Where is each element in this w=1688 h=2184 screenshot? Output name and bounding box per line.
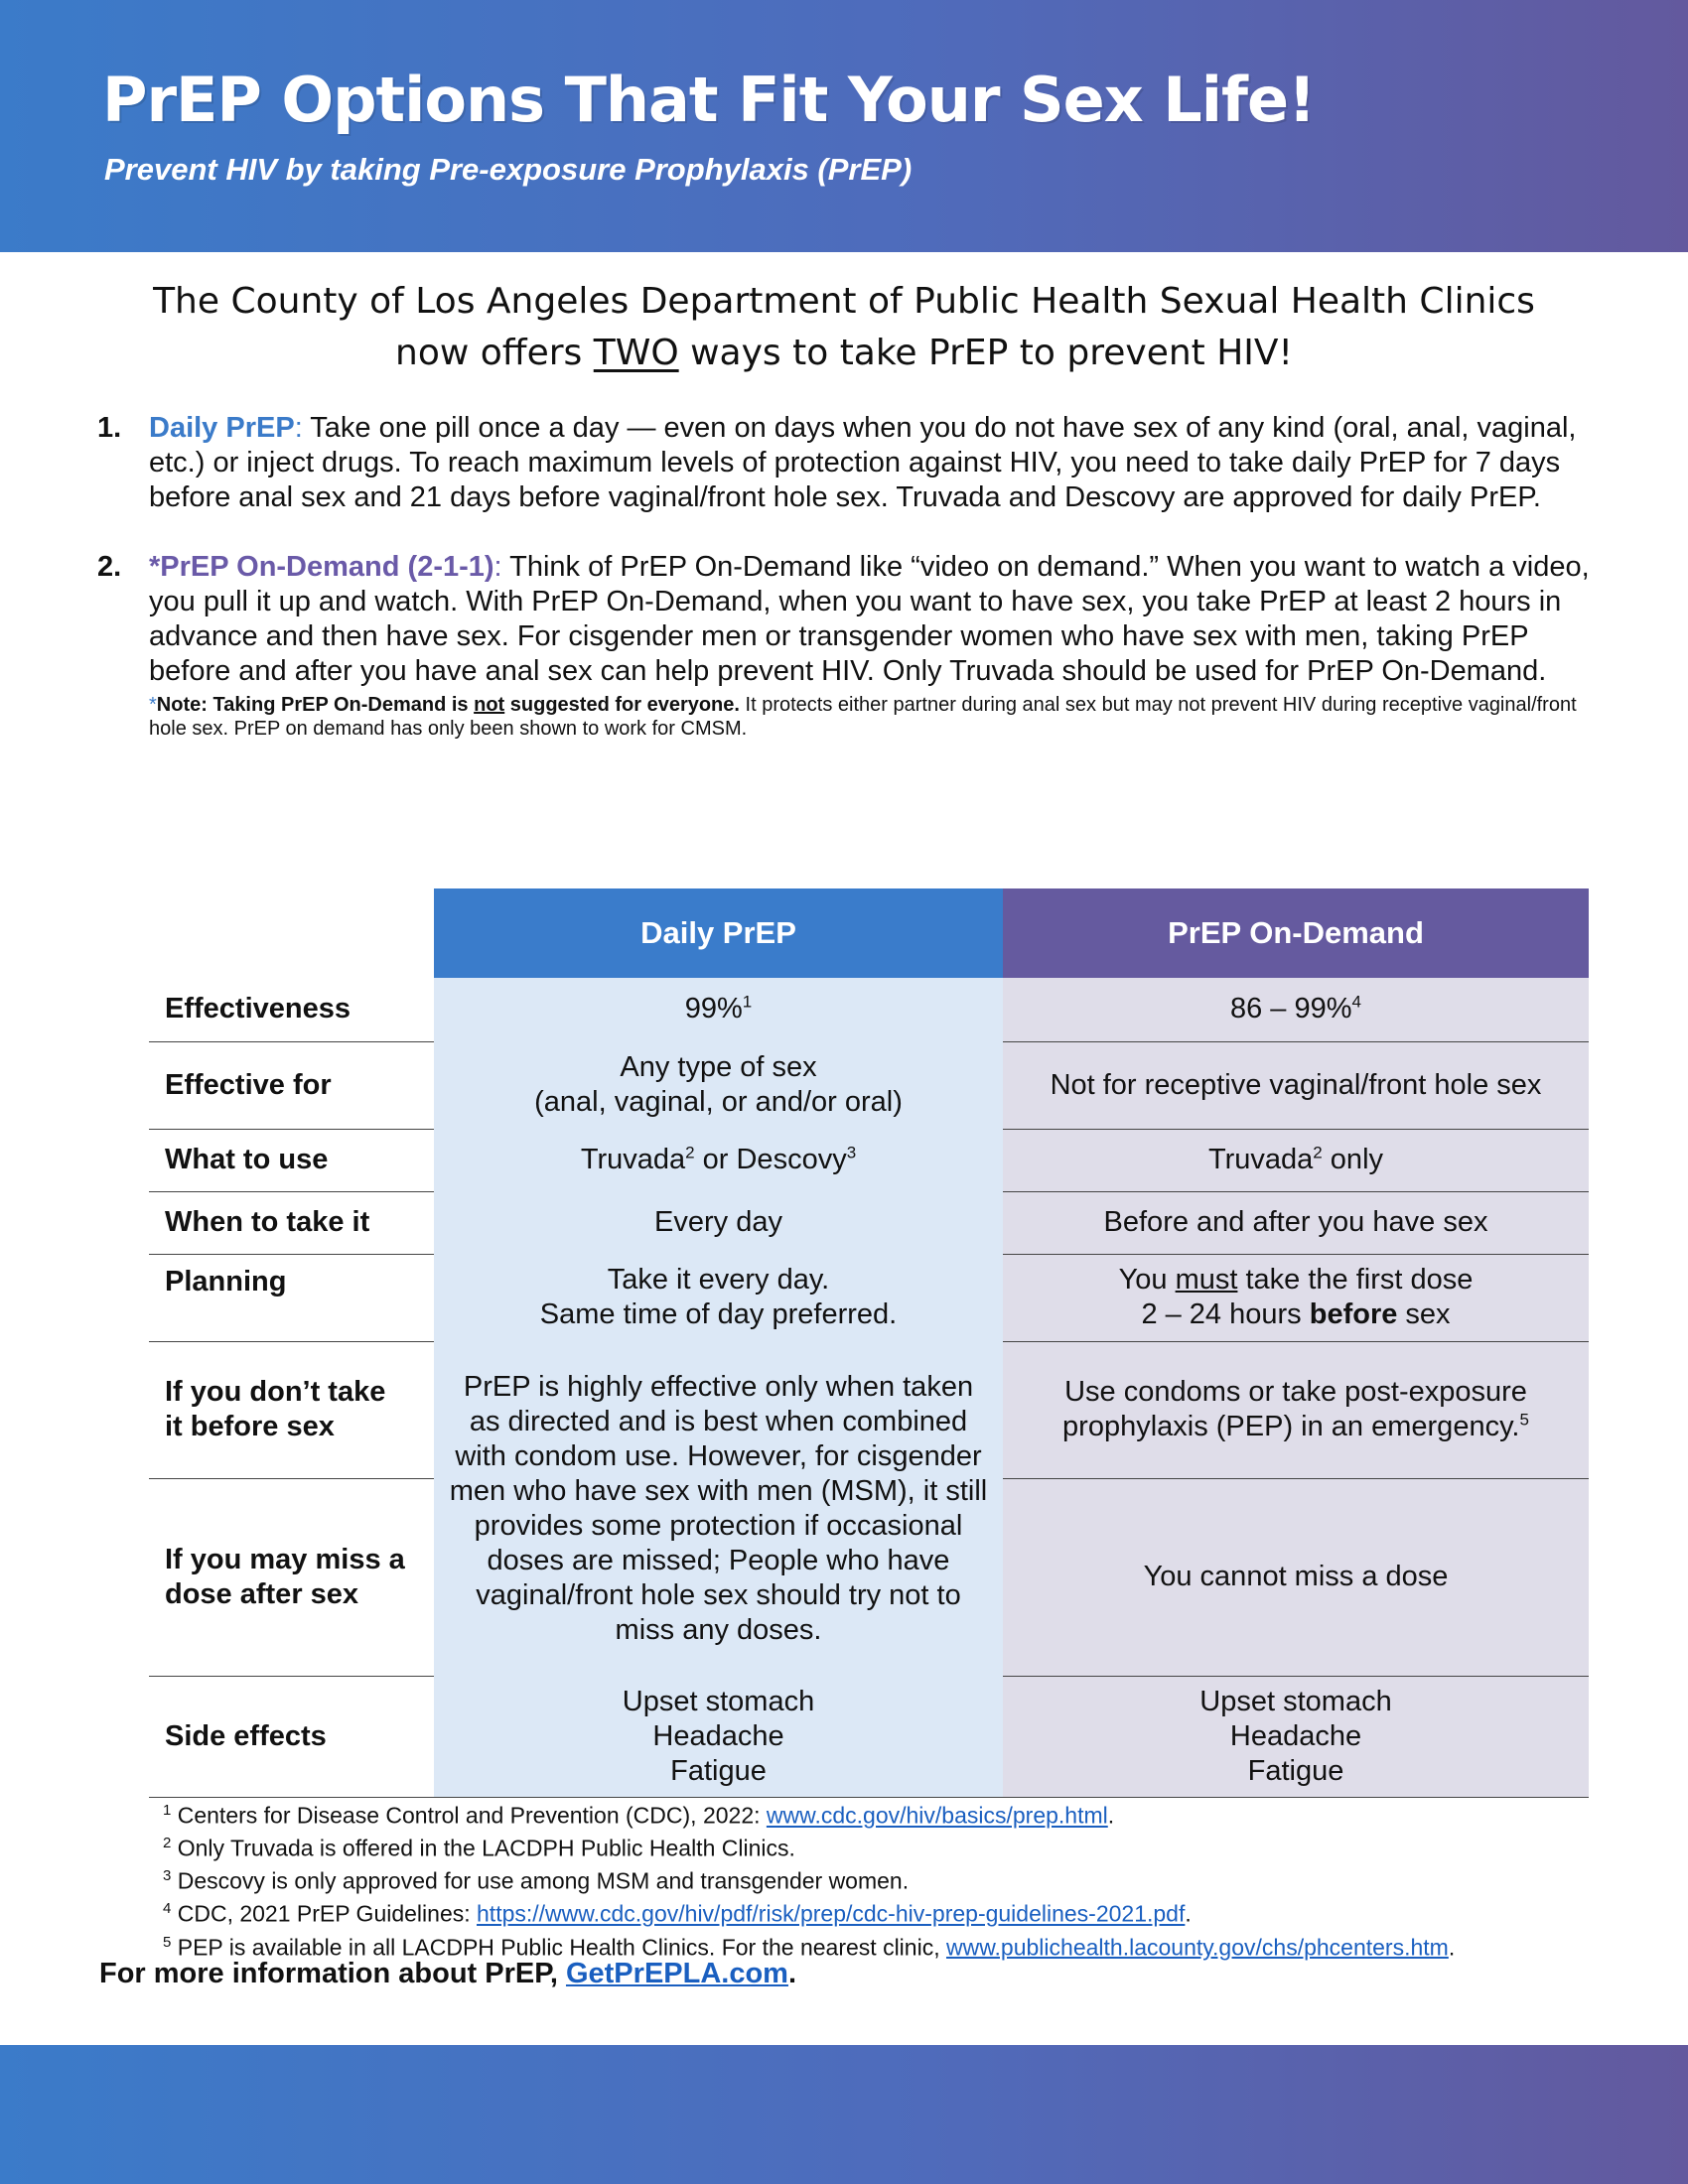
table-row-what-to-use — [149, 1129, 1589, 1191]
cell-text: PrEP is highly effective only when taken as directed and is best when combined with condom use. However, for cisgender men who have sex with men (MSM), it still provides some protection if occasional doses are missed; People who have vaginal/front hole sex should try not to miss any doses. — [449, 1370, 988, 1646]
column-header-daily: Daily PrEP — [434, 888, 1003, 978]
footnote-number: 2 — [163, 1835, 172, 1852]
note-bold-before: Note: Taking PrEP On-Demand is — [156, 694, 475, 716]
footnote — [163, 1862, 1455, 1895]
headline-emphasis: TWO — [593, 333, 679, 373]
footnote-ref: 2 — [1313, 1143, 1323, 1162]
headline — [60, 276, 1628, 379]
row-label — [149, 1341, 434, 1478]
options-list — [97, 411, 1607, 741]
footnote-number: 5 — [163, 1933, 172, 1951]
row-label-line: dose after sex — [165, 1577, 359, 1610]
cell-text: Use condoms or take post-exposure prophylaxis (PEP) in an emergency. — [1062, 1376, 1527, 1442]
footnote-link[interactable]: https://www.cdc.gov/hiv/pdf/risk/prep/cdc-hiv-prep-guidelines-2021.pdf — [477, 1901, 1186, 1928]
footnote-punct: . — [1185, 1901, 1192, 1928]
cell-text: 99% — [684, 993, 743, 1025]
cell-text: 2 – 24 hours — [1141, 1298, 1310, 1330]
cell-ondemand — [1003, 1254, 1589, 1341]
header-spacer — [149, 888, 434, 978]
option-ondemand — [97, 550, 1607, 741]
footer-banner — [0, 2045, 1688, 2184]
footnote-text: Only Truvada is offered in the LACDPH Public Health Clinics. — [171, 1835, 795, 1861]
cell-ondemand — [1003, 1341, 1589, 1478]
cell-line: Any type of sex — [620, 1051, 817, 1083]
footnote-ref: 4 — [1351, 992, 1361, 1012]
row-label: Effectiveness — [149, 978, 434, 1041]
cell-text: 86 – 99% — [1229, 993, 1352, 1025]
cell-ondemand — [1003, 1676, 1589, 1797]
cell-text: take the first dose — [1237, 1264, 1474, 1296]
cell-daily — [434, 1129, 1003, 1191]
cell-daily — [434, 1676, 1003, 1797]
cell-text-bold: before — [1309, 1298, 1398, 1330]
cell-daily — [434, 1041, 1003, 1129]
cell-text-underlined: must — [1175, 1264, 1238, 1296]
option-number: 1. — [97, 412, 122, 444]
footnote-text: CDC, 2021 PrEP Guidelines: — [171, 1901, 478, 1928]
cell-text: Truvada — [1207, 1144, 1314, 1175]
table-row-effective-for — [149, 1041, 1589, 1129]
row-label-line: If you may miss a — [165, 1543, 405, 1575]
row-label: Effective for — [149, 1041, 434, 1129]
cell-daily — [434, 978, 1003, 1041]
more-info-punct: . — [787, 1958, 797, 1989]
option-separator: : — [493, 551, 502, 583]
side-effect-item: Headache — [1229, 1719, 1362, 1752]
footnote-number: 3 — [163, 1867, 172, 1885]
footnotes — [163, 1797, 1455, 1962]
column-header-ondemand: PrEP On-Demand — [1003, 888, 1589, 978]
cell-ondemand: Before and after you have sex — [1003, 1191, 1589, 1254]
option-name: Daily PrEP — [149, 412, 295, 444]
footnote-punct: . — [1448, 1934, 1456, 1961]
note-star: * — [149, 694, 157, 716]
row-label: Planning — [149, 1254, 434, 1341]
cell-line: Same time of day preferred. — [539, 1298, 898, 1330]
row-label-line: it before sex — [165, 1411, 335, 1442]
footnote-text: Centers for Disease Control and Prevention (CDC), 2022: — [171, 1802, 767, 1829]
ondemand-note — [149, 693, 1607, 741]
cell-line: Take it every day. — [607, 1264, 830, 1296]
footnote — [163, 1929, 1455, 1962]
cell-ondemand: You cannot miss a dose — [1003, 1478, 1589, 1676]
option-text: Take one pill once a day — even on days when you do not have sex of any kind (oral, anal, vaginal, etc.) or inject drugs. To reach maximum levels of protection against HIV, you need to take daily PrEP for 7 days before anal sex and 21 days before vaginal/front hole sex. Truvada and Descovy are approved for daily PrEP. — [149, 412, 1577, 513]
cell-ondemand: Not for receptive vaginal/front hole sex — [1003, 1041, 1589, 1129]
cell-text: or Descovy — [694, 1144, 847, 1175]
cell-text: You — [1118, 1264, 1176, 1296]
cell-text: sex — [1397, 1298, 1451, 1330]
footnote-ref: 5 — [1519, 1410, 1529, 1430]
table-row-effectiveness — [149, 978, 1589, 1041]
cell-text: Truvada — [580, 1144, 686, 1175]
note-bold-underlined: not — [474, 694, 505, 716]
page-title: PrEP Options That Fit Your Sex Life! — [102, 64, 1316, 136]
option-name: *PrEP On-Demand (2-1-1) — [149, 551, 494, 583]
footnote-number: 1 — [163, 1802, 172, 1819]
headline-line1: The County of Los Angeles Department of Public Health Sexual Health Clinics — [153, 281, 1535, 322]
footnote-text: Descovy is only approved for use among MSM and transgender women. — [171, 1867, 910, 1894]
cell-ondemand — [1003, 978, 1589, 1041]
cell-text: only — [1322, 1144, 1384, 1175]
option-text: Think of PrEP On-Demand like “video on demand.” When you want to watch a video, you pull it up and watch. With PrEP On-Demand, when you want to have sex, you take PrEP at least 2 hours in advance and then have sex. For cisgender men or transgender women who have sex with men, taking PrEP before and after you have anal sex can help prevent HIV. Only Truvada should be used for PrEP On-Demand. — [149, 551, 1590, 687]
headline-line2-after: ways to take PrEP to prevent HIV! — [678, 333, 1293, 373]
header-banner — [0, 0, 1688, 252]
row-label-line: If you don’t take — [165, 1376, 386, 1408]
cell-daily-merged — [434, 1341, 1003, 1676]
headline-line2-before: now offers — [395, 333, 594, 373]
row-label: Side effects — [149, 1676, 434, 1797]
option-daily — [97, 411, 1607, 515]
footnote-ref: 3 — [846, 1143, 857, 1162]
getprepla-link[interactable]: GetPrEPLA.com — [565, 1958, 788, 1989]
side-effect-item: Fatigue — [670, 1754, 767, 1787]
table-header-row — [149, 888, 1589, 978]
more-info-text: For more information about PrEP, — [99, 1958, 566, 1989]
footnote — [163, 1895, 1455, 1928]
table-row-dont-take — [149, 1341, 1589, 1478]
footnote — [163, 1830, 1455, 1862]
page-subtitle: Prevent HIV by taking Pre-exposure Prophylaxis (PrEP) — [104, 152, 913, 187]
footnote-punct: . — [1107, 1802, 1115, 1829]
row-label: When to take it — [149, 1191, 434, 1254]
cell-daily: Every day — [434, 1191, 1003, 1254]
footnote-ref: 2 — [685, 1143, 695, 1162]
footnote-link[interactable]: www.cdc.gov/hiv/basics/prep.html — [766, 1802, 1108, 1829]
side-effect-item: Upset stomach — [622, 1685, 815, 1717]
note-text: It protects either partner during anal sex but may not prevent HIV during receptive vaginal/front hole sex. PrEP on demand has only been shown to work for CMSM. — [149, 694, 1577, 740]
option-separator: : — [294, 412, 303, 444]
footnote-link[interactable]: www.publichealth.lacounty.gov/chs/phcenters.htm — [945, 1934, 1449, 1961]
row-label: What to use — [149, 1129, 434, 1191]
footnote-text: PEP is available in all LACDPH Public Health Clinics. For the nearest clinic, — [171, 1934, 946, 1961]
side-effect-item: Upset stomach — [1199, 1685, 1392, 1717]
side-effect-item: Headache — [652, 1719, 784, 1752]
table-row-when — [149, 1191, 1589, 1254]
footnote — [163, 1797, 1455, 1830]
row-label — [149, 1478, 434, 1676]
comparison-table — [149, 888, 1589, 1798]
footnote-number: 4 — [163, 1900, 172, 1918]
table-row-side-effects — [149, 1676, 1589, 1797]
cell-ondemand — [1003, 1129, 1589, 1191]
footnote-ref: 1 — [742, 992, 753, 1012]
table-row-planning — [149, 1254, 1589, 1341]
cell-daily — [434, 1254, 1003, 1341]
side-effect-item: Fatigue — [1247, 1754, 1344, 1787]
cell-line: (anal, vaginal, or and/or oral) — [534, 1086, 903, 1118]
more-info — [99, 1958, 796, 1990]
option-number: 2. — [97, 551, 122, 583]
note-bold-after: suggested for everyone. — [504, 694, 740, 716]
